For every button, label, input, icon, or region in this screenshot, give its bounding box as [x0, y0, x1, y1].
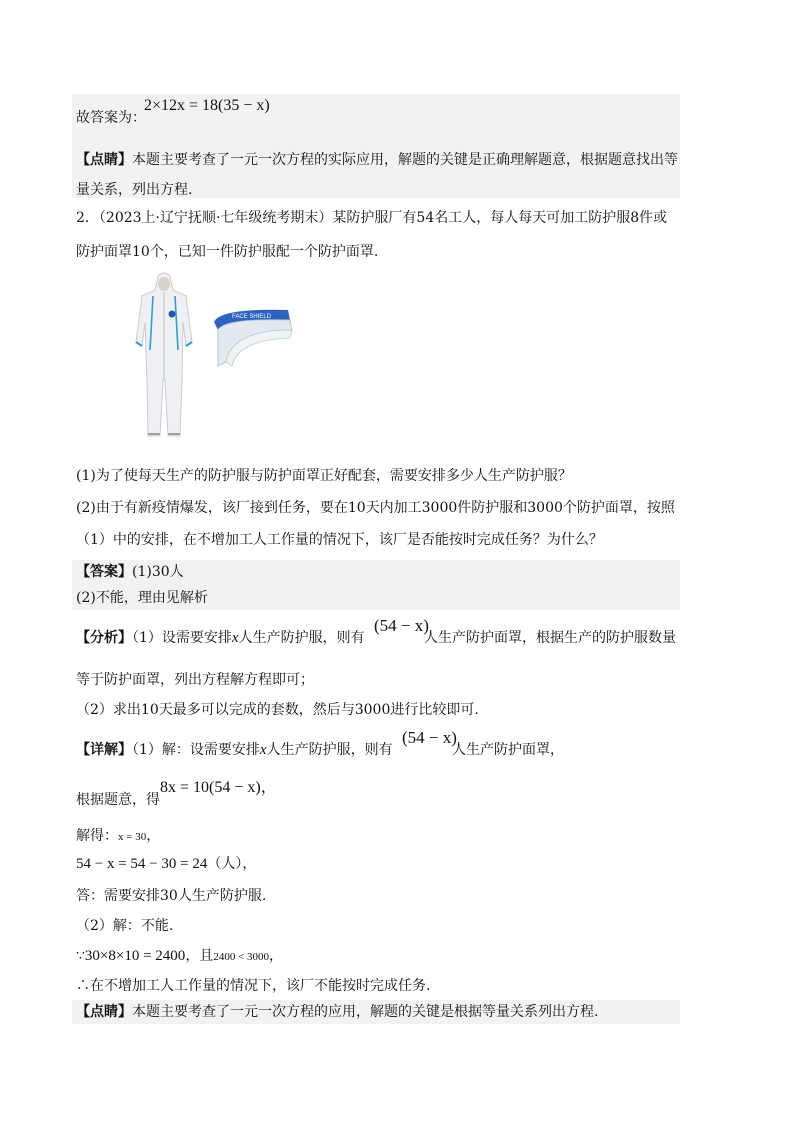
- detail-eq1: 8x = 10(54 − x)，: [160, 779, 277, 796]
- analysis-tag: 【分析】: [76, 630, 132, 646]
- comment-tag: 【点睛】: [76, 152, 132, 168]
- prev-answer-equation: 2×12x = 18(35 − x): [144, 97, 270, 114]
- detail-tag: 【详解】: [76, 742, 132, 758]
- answer-1: 【答案】(1)30人: [76, 564, 184, 580]
- analysis-line-1c: 人生产防护面罩，根据生产的防护服数量: [424, 630, 676, 646]
- detail-expr: (54 − x): [402, 728, 457, 747]
- detail-line-1: 【详解】（1）解：设需要安排x人生产防护服，则有: [76, 742, 393, 758]
- prev-answer-label: 故答案为：: [76, 110, 146, 126]
- question-2-line2: （1）中的安排，在不增加工人工作量的情况下，该厂是否能按时完成任务？为什么？: [76, 532, 603, 548]
- final-comment-tag: 【点睛】: [76, 1004, 132, 1020]
- question-2-line1: (2)由于有新疫情爆发，该厂接到任务，要在10天内加工3000件防护服和3000个防护面罩，按照: [76, 500, 675, 516]
- analysis-expr: (54 − x): [374, 616, 429, 635]
- problem-line-1: 2．（2023上·辽宁抚顺·七年级统考期末）某防护服厂有54名工人，每人每天可加工防护服8件或: [76, 210, 668, 226]
- prev-answer-line: [76, 108, 146, 128]
- prev-comment-line2: 量关系，列出方程.: [76, 182, 193, 198]
- problem-line-2: 防护面罩10个，已知一件防护服配一个防护面罩.: [76, 244, 379, 260]
- question-1: (1)为了使每天生产的防护服与防护面罩正好配套，需要安排多少人生产防护服？: [76, 468, 572, 484]
- prev-comment: 【点睛】本题主要考查了一元一次方程的实际应用，解题的关键是正确理解题意，根据题意找出等: [76, 152, 678, 168]
- detail-line-3: 解得：x = 30，: [76, 828, 161, 844]
- detail-line-6: （2）解：不能.: [76, 918, 174, 934]
- final-comment: 【点睛】本题主要考查了一元一次方程的应用，解题的关键是根据等量关系列出方程.: [76, 1004, 599, 1020]
- product-figure: [128, 270, 308, 440]
- visor-band-text: FACE SHIELD: [232, 314, 272, 320]
- detail-line-2: 根据题意，得: [76, 792, 160, 808]
- detail-line-5: 答：需要安排30人生产防护服.: [76, 888, 267, 904]
- detail-line-8: ∴在不增加工人工作量的情况下，该厂不能按时完成任务.: [76, 978, 431, 994]
- protective-suit-image: [136, 273, 192, 436]
- face-shield-image: [214, 310, 292, 366]
- answer-2: (2)不能，理由见解析: [76, 590, 208, 606]
- analysis-line-1: 【分析】（1）设需要安排x人生产防护服，则有: [76, 630, 365, 646]
- detail-line-1c: 人生产防护面罩，: [452, 742, 564, 758]
- detail-line-7: ∵30×8×10 = 2400，且2400 < 3000，: [76, 948, 284, 964]
- answer-tag: 【答案】: [76, 564, 132, 580]
- detail-line-4: 54 − x = 54 − 30 = 24（人），: [76, 856, 257, 872]
- analysis-line-2: 等于防护面罩，列出方程解方程即可；: [76, 672, 314, 688]
- analysis-line-3: （2）求出10天最多可以完成的套数，然后与3000进行比较即可.: [76, 702, 479, 718]
